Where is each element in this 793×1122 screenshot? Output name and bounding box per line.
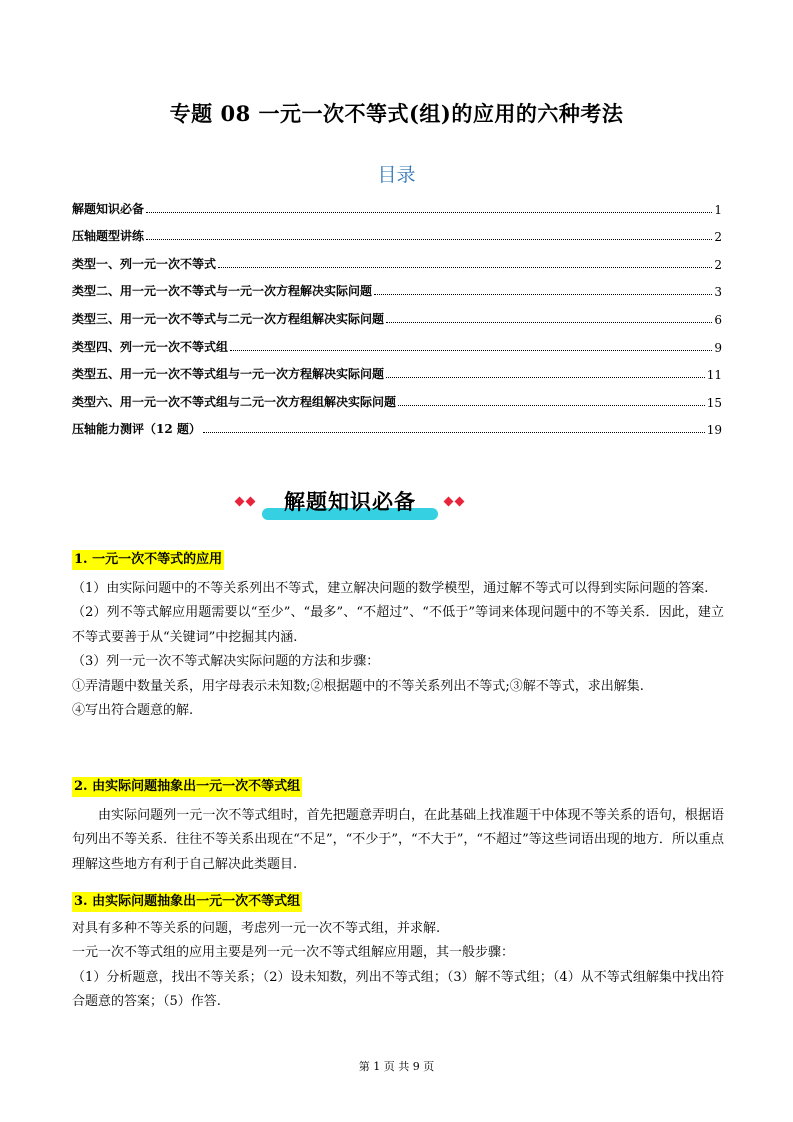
toc-leader-dots: [398, 405, 705, 406]
toc-leader-dots: [218, 267, 712, 268]
paragraph: ①弄清题中数量关系，用字母表示未知数;②根据题中的不等关系列出不等式;③解不等式，求出解集.: [72, 678, 644, 694]
section-3: [72, 890, 724, 1015]
paragraph: （1）分析题意，找出不等关系；（2）设未知数，列出不等式组；（3）解不等式组；（4）从不等式组解集中找出符合题意的答案；（5）作答.: [72, 969, 724, 1009]
toc-entry[interactable]: [72, 272, 722, 300]
diamond-icon: [235, 497, 245, 507]
toc-entry[interactable]: [72, 299, 722, 327]
section-heading: 2. 由实际问题抽象出一元一次不等式组: [72, 777, 302, 797]
paragraph: （3）列一元一次不等式解决实际问题的方法和步骤：: [72, 654, 380, 669]
toc-entry-label: 类型二、用一元一次不等式与一元一次方程解决实际问题: [72, 284, 373, 299]
toc-entry[interactable]: [72, 217, 722, 245]
toc-leader-dots: [146, 212, 712, 213]
toc-entry[interactable]: [72, 244, 722, 272]
toc-leader-dots: [374, 294, 712, 295]
paragraph: 由实际问题列一元一次不等式组时，首先把题意弄明白，在此基础上找准题干中体现不等关系的语句，根据语句列出不等关系．往往不等关系出现在“不足”，“不少于”，“不大于”，“不超过”等这些词语出现的地方．所以重点理解这些地方有利于自己解决此类题目.: [72, 807, 724, 872]
toc-entry-label: 类型一、列一元一次不等式: [72, 256, 217, 271]
section-banner: [0, 484, 793, 524]
toc-entry-page: 9: [714, 340, 722, 355]
toc-leader-dots: [203, 432, 705, 433]
paragraph: （1）由实际问题中的不等关系列出不等式，建立解决问题的数学模型，通过解不等式可以得到实际问题的答案.: [72, 580, 709, 596]
toc-leader-dots: [386, 377, 705, 378]
paragraph: （2）列不等式解应用题需要以“至少”、“最多”、“不超过”、“不低于”等词来体现问题中的不等关系．因此，建立不等式要善于从“关键词”中挖掘其内涵.: [72, 605, 724, 645]
toc-entry[interactable]: [72, 410, 722, 438]
section-heading: 1. 一元一次不等式的应用: [72, 550, 224, 570]
section-1: [72, 548, 724, 724]
toc-entry-label: 压轴能力测评（12 题）: [72, 422, 201, 437]
toc-heading: 目录: [377, 164, 416, 186]
toc-entry-page: 11: [706, 368, 722, 383]
toc-entry-page: 3: [714, 285, 722, 300]
section-heading: 3. 由实际问题抽象出一元一次不等式组: [72, 892, 302, 912]
toc-leader-dots: [146, 239, 712, 240]
toc-leader-dots: [230, 350, 712, 351]
diamond-icon: [455, 497, 465, 507]
toc-entry-page: 15: [706, 395, 722, 410]
toc-entry-page: 19: [706, 423, 722, 438]
toc-entry-label: 类型六、用一元一次不等式组与二元一次方程组解决实际问题: [72, 394, 397, 409]
toc-leader-dots: [386, 322, 712, 323]
toc-entry-page: 2: [714, 230, 722, 245]
table-of-contents: [72, 189, 722, 437]
toc-entry-page: 2: [714, 257, 722, 272]
diamond-icon: [444, 497, 454, 507]
diamond-icon: [246, 497, 256, 507]
banner-title: 解题知识必备: [284, 490, 416, 514]
toc-entry[interactable]: [72, 189, 722, 217]
toc-entry[interactable]: [72, 327, 722, 355]
toc-entry-label: 解题知识必备: [72, 201, 145, 216]
toc-entry-page: 1: [714, 202, 722, 217]
toc-entry[interactable]: [72, 355, 722, 383]
toc-entry-label: 类型四、列一元一次不等式组: [72, 339, 229, 354]
paragraph: ④写出符合题意的解.: [72, 703, 194, 718]
page-footer: 第 1 页 共 9 页: [358, 1060, 435, 1073]
toc-entry-label: 类型三、用一元一次不等式与二元一次方程组解决实际问题: [72, 311, 385, 326]
paragraph: 对具有多种不等关系的问题，考虑列一元一次不等式组，并求解.: [72, 920, 441, 936]
toc-entry[interactable]: [72, 382, 722, 410]
toc-entry-page: 6: [714, 312, 722, 327]
page-title: 专题 08 一元一次不等式(组)的应用的六种考法: [169, 101, 624, 126]
toc-entry-label: 类型五、用一元一次不等式组与一元一次方程解决实际问题: [72, 367, 385, 382]
section-2: [72, 775, 724, 877]
paragraph: 一元一次不等式组的应用主要是列一元一次不等式组解应用题，其一般步骤：: [72, 945, 515, 960]
toc-entry-label: 压轴题型讲练: [72, 229, 145, 244]
